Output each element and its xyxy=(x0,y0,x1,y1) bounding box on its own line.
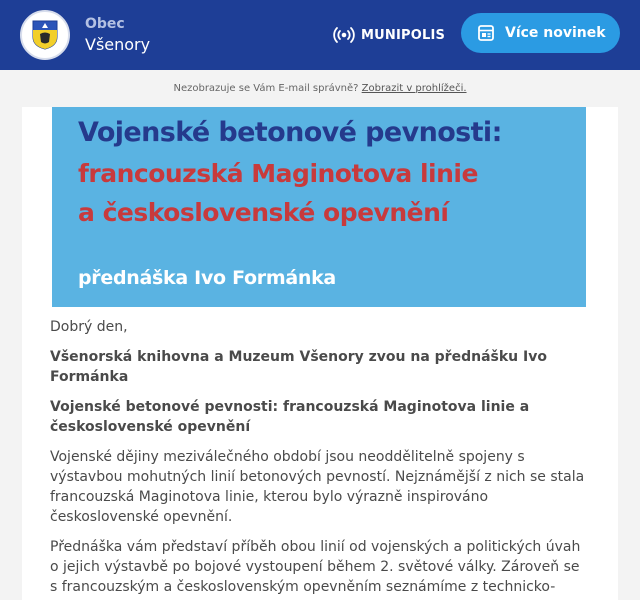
poster-lecturer-line: přednáška Ivo Formánka xyxy=(78,267,336,289)
lecture-poster-image[interactable] xyxy=(52,107,586,307)
news-icon xyxy=(477,24,495,42)
article-paragraph-2: Přednáška vám představí příběh obou linií od vojenských a politických úvah o jejich výstavbě po bojové vystoupení během 2. světové války. Zároveň se s francouzským a československým opevněním seznámíme z technicko- xyxy=(50,539,581,595)
poster-subtitle-line-1: francouzská Maginotova linie xyxy=(78,159,478,188)
lecture-title: Vojenské betonové pevnosti: francouzská Maginotova linie a československé opevnění xyxy=(50,399,530,435)
more-news-label: Více novinek xyxy=(505,25,606,41)
greeting: Dobrý den, xyxy=(50,319,128,335)
poster-subtitle-line-2: a československé opevnění xyxy=(78,198,449,227)
org-name-label: Všenory xyxy=(85,35,151,54)
coat-of-arms-logo[interactable] xyxy=(20,10,70,60)
notice-text: Nezobrazuje se Vám E-mail správně? xyxy=(173,83,359,94)
org-kind-label: Obec xyxy=(85,16,125,32)
more-news-button[interactable] xyxy=(461,13,620,53)
munipolis-brand[interactable] xyxy=(333,24,445,46)
munipolis-brand-label: MUNIPOLIS xyxy=(361,27,446,43)
coat-of-arms-icon xyxy=(32,20,58,50)
invitation-heading: Všenorská knihovna a Muzeum Všenory zvou na přednášku Ivo Formánka xyxy=(50,349,547,385)
article-body xyxy=(50,317,590,600)
view-in-browser-link[interactable]: Zobrazit v prohlížeči. xyxy=(361,83,467,94)
article-paragraph-1: Vojenské dějiny meziválečného období jsou neoddělitelně spojeny s výstavbou mohutných linií betonových pevností. Nejznámější z nich se stala francouzská Maginotova linie, kterou bylo výrazně inspirováno československé opevnění. xyxy=(50,449,585,525)
munipolis-signal-icon xyxy=(333,24,355,46)
browser-view-notice xyxy=(0,82,640,95)
article-card xyxy=(22,107,618,600)
header xyxy=(0,0,640,70)
poster-title-line: Vojenské betonové pevnosti: xyxy=(78,117,502,148)
